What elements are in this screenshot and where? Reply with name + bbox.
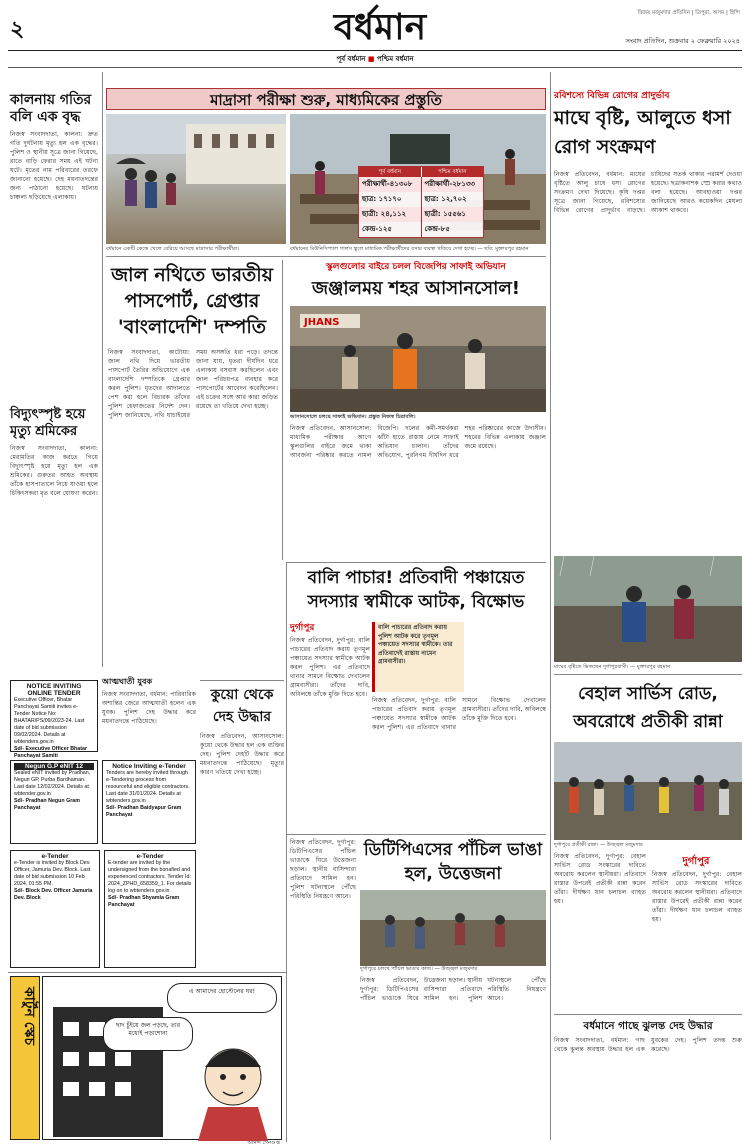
notice-negun	[10, 760, 98, 844]
dtps-caption: দুর্গাপুরে চলছে পাঁচিল ভাঙার কাজ। — উজ্জ্বল মজুমদার	[360, 966, 478, 972]
madrasa-photo	[106, 114, 286, 244]
dtps-headline: ডিটিপিএসের পাঁচিল ভাঙা হল, উত্তেজনা	[363, 840, 543, 884]
asansol-kicker: স্কুলগুলোর বাইরে চলল বিজেপির সাফাই অভিযান	[326, 262, 506, 272]
table-header: পশ্চিম বর্ধমান	[421, 167, 484, 177]
kalna-body: নিজস্ব সংবাদদাতা, কালনা: দ্রুত গতি দুর্ঘটনায় মৃত্যু হল এক বৃদ্ধের। পুলিশ ও স্থানীয় সূত্রে জানা গিয়েছে, রাতে বাড়ি ফেরার সময় এই ঘটনা ঘটে। মৃতের নাম পরিবারের তরফে জানানো হয়েছে। দেহ ময়নাতদন্তের জন্য পাঠানো হয়েছে। ঘটনায় চাঞ্চল্য ছড়িয়েছে এলাকায়।	[10, 131, 98, 201]
notice-sign: Sd/- Pradhan Negun Gram Panchayat	[14, 798, 80, 811]
cartoon-credit: আনন্দ সেনগুপ্ত	[247, 1140, 280, 1146]
madrasa-headline: মাদ্রাসা পরীক্ষা শুরু, মাধ্যমিকের প্রস্তুতি	[210, 91, 442, 109]
sand-body-col1: নিজস্ব প্রতিবেদন, দুর্গাপুর: বালি পাচারের প্রতিবাদ করায় তৃণমূল পঞ্চায়েত সদস্যার স্বামীকে আটক করল পুলিশ। এর প্রতিবাদে থানার সামনে বিক্ষোভ দেখালেন গ্রামবাসীরা। তাঁদের দাবি, অবিলম্বে তাঁকে মুক্তি দিতে হবে।	[290, 637, 370, 698]
table-cell: পরীক্ষার্থী-২৮১৩৩	[421, 177, 484, 192]
well-headline: কুয়ো থেকে দেহ উদ্ধার	[210, 687, 274, 725]
behala-caption: দুর্গাপুরে প্রতীকী রান্না। — উজ্জ্বল মজুমদার	[554, 842, 643, 848]
notice-sign: Sd/- Executive Officer Bhatar Panchayat Samiti	[14, 746, 88, 759]
cartoon-label: কার্টুন স্কেচ	[21, 987, 37, 1046]
behala-body-col2: নিজস্ব প্রতিবেদন, দুর্গাপুর: বেহাল সার্ভিস রোড সংস্কারের দাবিতে অবরোধ করলেন স্থানীয়রা। প্রতিবাদে রাস্তার উপরেই প্রতীকী রান্না করেন তাঁরা। দীর্ঘক্ষণ যান চলাচল ব্যাহত হয়।	[652, 871, 742, 923]
behala-location: দুর্গাপুর	[682, 856, 710, 867]
table-cell: ছাত্রী: ১৫৫৬১	[421, 207, 484, 222]
cartoon-label-strip	[10, 976, 40, 1140]
sand-headline: বালি পাচার! প্রতিবাদী পঞ্চায়েত সদস্যার স্বামীকে আটক, বিক্ষোভ	[307, 568, 525, 612]
table-cell: কেন্দ্র-১২৫	[362, 225, 392, 233]
rain-photo	[554, 556, 742, 662]
classroom-caption: বর্ধমানের মিউনিসিপ্যাল গার্লস স্কুলে মাধ্যমিক পরীক্ষার্থীদের বসার ব্যবস্থা খতিয়ে দেখা হচ্ছে। — ছবি: মুক্তারপুর রহমান	[290, 246, 529, 252]
asansol-photo-art	[290, 306, 546, 412]
cartoon-panel	[42, 976, 282, 1140]
dtps-photo-art	[360, 890, 546, 966]
table-cell: ছাত্রী: ২৪,১১২	[362, 210, 407, 218]
passport-headline: জাল নথিতে ভারতীয় পাসপোর্ট, গ্রেপ্তার 'বাংলাদেশি' দম্পতি	[111, 264, 273, 338]
subtitle-right: পশ্চিম বর্ধমান	[376, 55, 414, 63]
behala-photo	[554, 742, 742, 840]
page-title: বর্ধমান	[333, 6, 427, 48]
cartoon-bubble-1: এ আমাদের হোস্টেলের ঘর!	[167, 983, 277, 1013]
asansol-body: নিজস্ব প্রতিবেদন, আসানসোল: মাধ্যমিক পরীক্ষার আগে স্কুলগুলির বাইরে জমে থাকা আবর্জনা পরিষ্কার করতে নামল বিজেপি। দলের কর্মী-সমর্থকরা ঝাঁটা হাতে রাস্তায় নেমে সাফাই অভিযান চালান। তাঁদের অভিযোগ, পুরনিগম দীর্ঘদিন ধরে শহর পরিষ্কারের কাজে উদাসীন। শহরের বিভিন্ন এলাকায় জঞ্জাল জমে রয়েছে।	[290, 425, 546, 459]
notice-jamuria	[10, 850, 100, 968]
potato-headline: মাঘে বৃষ্টি, আলুতে ধসা রোগ সংক্রমণ	[554, 107, 731, 158]
notice-body: Tenders are hereby invited through e-Tendering process from resourceful and eligible contractors. Last date 31/01/2024. Details at wbtenders.gov.in	[106, 770, 190, 804]
sand-pullquote: বালি পাচারের প্রতিবাদ করায় পুলিশ আটক করে তৃণমূল পঞ্চায়েত সদস্যার স্বামীকে। তার প্রতিবাদেই রাস্তায় নামেন গ্রামবাসীরা।	[372, 622, 464, 692]
dtps-body-col1: নিজস্ব প্রতিবেদন, দুর্গাপুর: ডিটিপিএসের পাঁচিল ভাঙাকে ঘিরে উত্তেজনা ছড়াল। স্থানীয় বাসিন্দারা প্রতিবাদে সামিল হন। পুলিশ ঘটনাস্থলে পৌঁছে পরিস্থিতি নিয়ন্ত্রণে আনে।	[290, 839, 356, 900]
table-cell: ছাত্র: ১৭১৭০	[362, 195, 402, 203]
table-cell: পরীক্ষার্থী-৪১৩০৮	[362, 180, 413, 188]
kalna-headline: কালনায় গতির বলি এক বৃদ্ধ	[10, 92, 92, 125]
dtps-body-col2: নিজস্ব প্রতিবেদন, দুর্গাপুর: ডিটিপিএসের পাঁচিল ভাঙাকে ঘিরে উত্তেজনা ছড়াল। স্থানীয় বাসিন্দারা প্রতিবাদে সামিল হন। পুলিশ ঘটনাস্থলে পৌঁছে পরিস্থিতি নিয়ন্ত্রণে আনে।	[360, 977, 546, 1002]
rain-caption: মাঘের বৃষ্টিতে ভিজছেন দুর্গাপুরবাসী। — মুক্তারপুর রহমান	[554, 664, 671, 670]
rain-photo-art	[554, 556, 742, 662]
notice-body: e-Tender is invited by Block Dev. Officer, Jamuria Dev. Block. Last date of bid submission 10 Feb 2024, 01:55 PM.	[14, 860, 91, 887]
table-header: পূর্ব বর্ধমান	[378, 169, 402, 175]
table-row	[359, 207, 483, 222]
sand-body-col2: নিজস্ব প্রতিবেদন, দুর্গাপুর: বালি পাচারের প্রতিবাদ করায় তৃণমূল পঞ্চায়েত সদস্যার স্বামীকে আটক করল পুলিশ। এর প্রতিবাদে থানার সামনে বিক্ষোভ দেখালেন গ্রামবাসীরা। তাঁদের দাবি, অবিলম্বে তাঁকে মুক্তি দিতে হবে।	[372, 697, 546, 731]
hanging-headline: বর্ধমানে গাছে ঝুলন্ত দেহ উদ্ধার	[583, 1020, 713, 1032]
notice-body: Executive Officer, Bhatar Panchayat Samiti invites e-Tender Notice No: BHATAR/PS/09/2023-24. Last date of bid submission 09/02/2024. Details at wbtenders.gov.in	[14, 697, 85, 745]
svg-text:JHANS: JHANS	[304, 317, 340, 328]
passport-body: নিজস্ব সংবাদদাতা, কাটোয়া: জাল নথি দিয়ে ভারতীয় পাসপোর্ট তৈরির অভিযোগে এক বাংলাদেশি দম্পতিকে গ্রেপ্তার করল পুলিশ। ধৃতদের আদালতে পেশ করা হলে বিচারক তাঁদের পুলিশ হেফাজতের নির্দেশ দেন। পুলিশ জানিয়েছে, নথি যাচাইয়ের সময় অসঙ্গতি ধরা পড়ে। তদন্তে জানা যায়, ধৃতরা দীর্ঘদিন ধরে এলাকায় বসবাস করছিলেন এবং জাল পরিচয়পত্র ব্যবহার করে পাসপোর্টের আবেদন করেছিলেন। এই চক্রের সঙ্গে আর কারা জড়িত রয়েছে তা খতিয়ে দেখা হচ্ছে।	[108, 349, 278, 419]
asansol-photo	[290, 306, 546, 412]
notice-sign: Sd/- Block Dev. Officer Jamuria Dev. Block	[14, 888, 93, 901]
notice-title: Negun G.P eNIT 12	[14, 763, 94, 770]
arrest-body: নিজস্ব সংবাদদাতা, বর্ধমান: পারিবারিক অশান্তির জেরে আত্মঘাতী হলেন এক যুবক। পুলিশ দেহ উদ্ধার করে ময়নাতদন্তে পাঠিয়েছে।	[102, 691, 196, 725]
notice-title: Notice Inviting e-Tender	[112, 763, 186, 770]
behala-body: নিজস্ব প্রতিবেদন, দুর্গাপুর: বেহাল সার্ভিস রোড সংস্কারের দাবিতে অবরোধ করলেন স্থানীয়রা। প্রতিবাদে রাস্তার উপরেই প্রতীকী রান্না করেন তাঁরা। দীর্ঘক্ষণ যান চলাচল ব্যাহত হয়।	[554, 853, 646, 905]
exam-stats-table	[358, 166, 484, 238]
potato-body: নিজস্ব প্রতিবেদন, বর্ধমান: মাঘের বৃষ্টিতে আলু চাষে ধসা রোগের সংক্রমণ দেখা দিয়েছে। কৃষি দপ্তর সূত্রে জানা গিয়েছে, রবিশস্যের বিভিন্ন রোগের প্রাদুর্ভাব বাড়ছে। চাষিদের সতর্ক থাকার পরামর্শ দেওয়া হয়েছে। ছত্রাকনাশক স্প্রে করার কথাও বলা হয়েছে। আবহাওয়া দপ্তর জানিয়েছে আরও কয়েকদিন মেঘলা আকাশ থাকবে।	[554, 171, 742, 214]
notice-title: e-Tender	[41, 853, 69, 860]
well-body: নিজস্ব প্রতিবেদন, আসানসোল: কুয়ো থেকে উদ্ধার হল এক ব্যক্তির দেহ। পুলিশ দেহটি উদ্ধার করে ময়নাতদন্তে পাঠিয়েছে। মৃত্যুর কারণ খতিয়ে দেখা হচ্ছে।	[200, 733, 284, 776]
madrasa-caption: বর্ধমানে একটি কেন্দ্রে খেলে বেরিয়ে আসছে মাদ্রাসার পরীক্ষার্থীরা।	[106, 246, 240, 252]
behala-photo-art	[554, 742, 742, 840]
table-cell: ছাত্র: ১২,৭০২	[421, 192, 484, 207]
masthead-subtitle: পূর্ব বর্ধমান ■ পশ্চিম বর্ধমান	[336, 55, 414, 63]
madrasa-photo-art	[106, 114, 286, 244]
cartoon-bubble-2: ছাদ চুঁইয়ে জল পড়ছে, তার মধ্যেই পড়াশোনা	[103, 1017, 193, 1051]
dtps-photo	[360, 890, 546, 966]
electrocution-headline: বিদ্যুৎস্পৃষ্ট হয়ে মৃত্যু শ্রমিকের	[10, 407, 86, 439]
asansol-caption: আসানসোলে চলছে সাফাই অভিযান। প্রস্তুত নিজস্ব চিত্রাবলি।	[290, 414, 416, 420]
sand-location: দুর্গাপুর	[290, 623, 315, 633]
masthead-date: সংবাদ প্রতিদিন, শুক্রবার ২ ফেব্রুয়ারি ২০২৪	[625, 37, 740, 45]
notice-sign: Sd/- Pradhan Baidyapur Gram Panchayat	[106, 805, 182, 818]
arrest-headline: আত্মঘাতী যুবক	[102, 677, 153, 686]
notice-bhatar	[10, 680, 98, 759]
table-row	[359, 192, 483, 207]
notice-shyamla	[104, 850, 196, 968]
madrasa-banner	[106, 88, 546, 110]
asansol-headline: জঞ্জালময় শহর আসানসোল!	[311, 278, 521, 299]
notice-title: e-Tender	[136, 853, 164, 860]
potato-kicker: রবিশস্যে বিভিন্ন রোগের প্রাদুর্ভাব	[554, 91, 670, 101]
hanging-body: নিজস্ব সংবাদদাতা, বর্ধমান: গাছ থেকে ঝুলন্ত অবস্থায় উদ্ধার হল এক যুবকের দেহ। পুলিশ তদন্ত শুরু করেছে।	[554, 1037, 742, 1053]
table-row	[359, 177, 483, 192]
notice-body: Sealed eNIT invited by Pradhan, Negun GP, Purba Bardhaman. Last date 12/02/2024. Details at wbtender.gov.in	[14, 770, 91, 797]
table-row	[359, 222, 483, 237]
classroom-photo	[290, 114, 546, 244]
table-cell: কেন্দ্র-৮৫	[421, 222, 484, 237]
subtitle-left: পূর্ব বর্ধমান	[336, 55, 366, 63]
notice-baidyapur	[102, 760, 196, 844]
notice-body: E-tender are invited by the undersigned from the bonafied and experienced contractors. Tender Id: 2024_ZPHD_658359_1. For details log on to wbtenders.gov.in	[108, 860, 192, 894]
page-number: ২	[10, 16, 25, 42]
electrocution-body: নিজস্ব সংবাদদাতা, কালনা: মেরামতির কাজ করতে গিয়ে বিদ্যুৎস্পৃষ্ট হয়ে মৃত্যু হল এক শ্রমিকের। গুরুতর আহত অবস্থায় তাঁকে হাসপাতালে নিয়ে যাওয়া হলে চিকিৎসকরা মৃত বলে ঘোষণা করেন।	[10, 445, 98, 497]
behala-headline: বেহাল সার্ভিস রোড, অবরোধে প্রতীকী রান্না	[573, 684, 723, 732]
masthead-right-top: বিজয় মজুমদার প্রতিদিন | ত্রিপুরা, অসম | হিন্দি	[637, 10, 740, 16]
notice-sign: Sd/- Pradhan Shyamla Gram Panchayat	[108, 895, 180, 908]
notice-title: NOTICE INVITING ONLINE TENDER	[26, 683, 82, 697]
